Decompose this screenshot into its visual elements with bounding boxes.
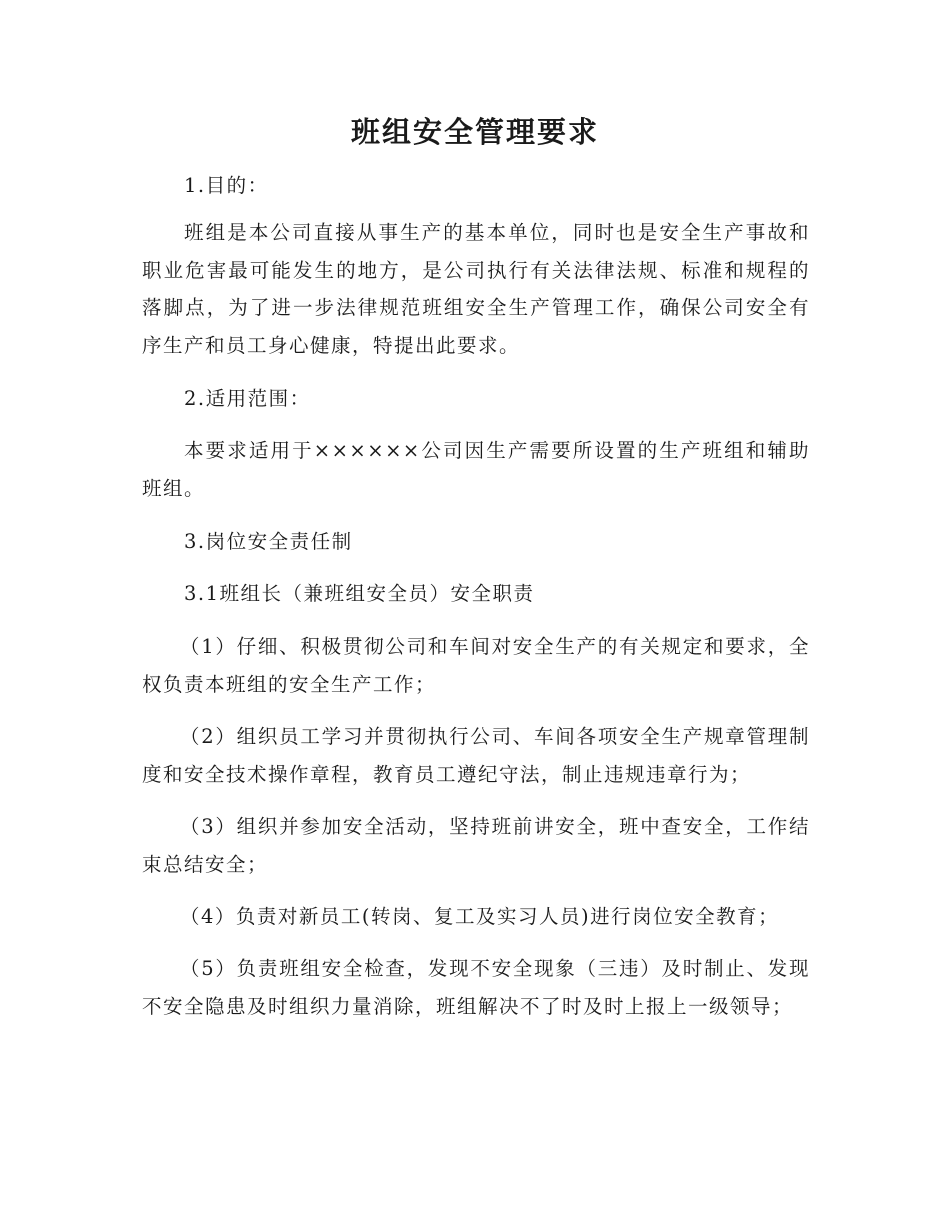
list-item-1: （1）仔细、积极贯彻公司和车间对安全生产的有关规定和要求，全权负责本班组的安全生产工作； [142, 635, 810, 696]
section-heading-responsibility: 3.岗位安全责任制 [184, 530, 353, 553]
section-heading-scope: 2.适用范围： [184, 387, 311, 410]
paragraph-scope-body: 本要求适用于××××××公司因生产需要所设置的生产班组和辅助班组。 [142, 439, 810, 500]
list-item-2: （2）组织员工学习并贯彻执行公司、车间各项安全生产规章管理制度和安全技术操作章程，教育员工遵纪守法，制止违规违章行为； [142, 725, 810, 786]
list-item-4: （4）负责对新员工(转岗、复工及实习人员)进行岗位安全教育； [180, 905, 780, 928]
subsection-heading-team-leader: 3.1班组长（兼班组安全员）安全职责 [184, 582, 535, 605]
list-item-5: （5）负责班组安全检查，发现不安全现象（三违）及时制止、发现不安全隐患及时组织力量消除，班组解决不了时及时上报上一级领导； [142, 957, 810, 1018]
list-item-3: （3）组织并参加安全活动，坚持班前讲安全，班中查安全，工作结束总结安全； [142, 815, 810, 876]
section-heading-purpose: 1.目的： [184, 174, 269, 197]
document-title: 班组安全管理要求 [350, 115, 599, 149]
paragraph-purpose-body: 班组是本公司直接从事生产的基本单位，同时也是安全生产事故和职业危害最可能发生的地方，是公司执行有关法律法规、标准和规程的落脚点，为了进一步法律规范班组安全生产管理工作，确保公司安全有序生产和员工身心健康，特提出此要求。 [142, 221, 810, 357]
